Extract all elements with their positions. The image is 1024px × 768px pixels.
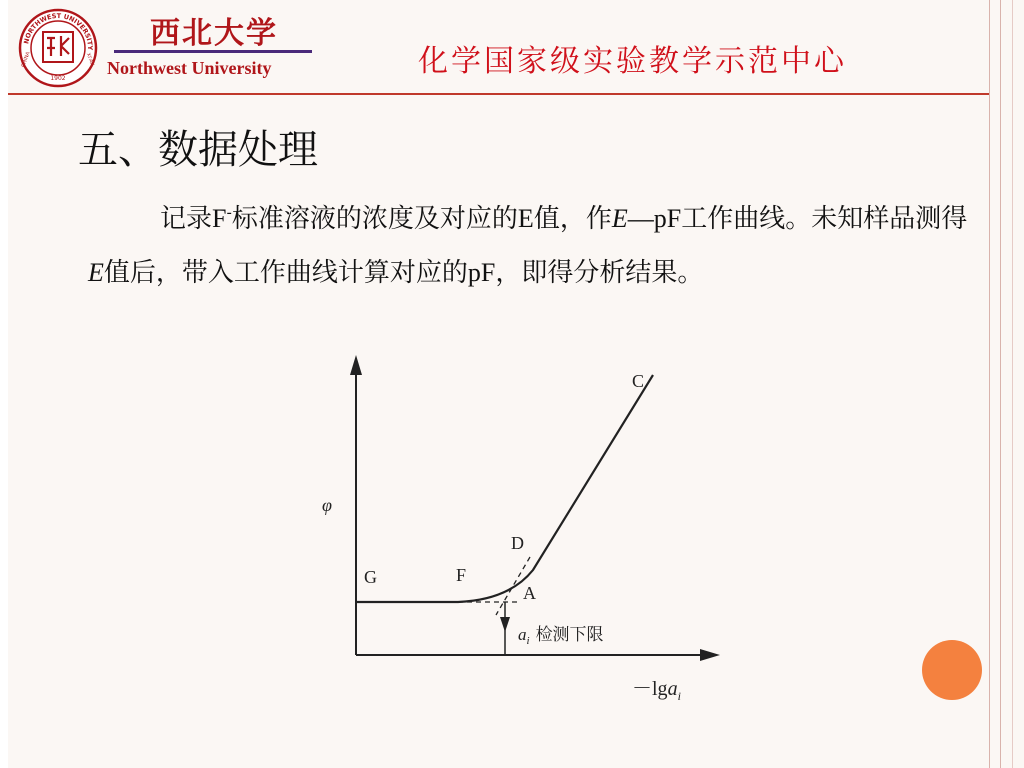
point-label-f: F bbox=[456, 565, 467, 585]
seal-text-top: NORTHWEST UNIVERSITY bbox=[22, 11, 95, 51]
point-label-d: D bbox=[511, 533, 524, 553]
right-border-stripes bbox=[989, 0, 1024, 768]
x-axis-arrow bbox=[700, 649, 720, 661]
calibration-curve-figure bbox=[308, 345, 728, 715]
slide bbox=[8, 0, 990, 768]
seal-text-left: CHINA bbox=[20, 51, 32, 69]
university-name-en: Northwest University bbox=[107, 58, 272, 78]
center-name: 化学国家级实验教学示范中心 bbox=[418, 44, 847, 79]
page-title: 五、数据处理 bbox=[78, 127, 318, 173]
svg-text:西北大学: 西北大学 bbox=[150, 16, 278, 50]
brand-underline bbox=[114, 50, 312, 53]
x-axis-label: －lga$_i$ bbox=[632, 678, 681, 703]
university-calligraphy-logo bbox=[148, 14, 284, 50]
decorative-orange-circle bbox=[922, 640, 982, 700]
y-axis-label: φ bbox=[322, 495, 332, 515]
point-label-c: C bbox=[632, 371, 645, 391]
detection-limit-arrow bbox=[500, 617, 510, 632]
body-paragraph: 记录F-标准溶液的浓度及对应的E值，作E—pF工作曲线。未知样品测得E值后，带入工作曲线计算对应的pF，即得分析结果。 bbox=[88, 203, 968, 288]
university-seal-logo bbox=[18, 8, 98, 88]
seal-year: 1902 bbox=[50, 75, 66, 82]
point-label-a: A bbox=[523, 583, 536, 603]
point-label-g: G bbox=[364, 567, 377, 587]
detection-limit-annotation: $a_i$ 检测下限 bbox=[518, 625, 604, 647]
header-divider bbox=[8, 93, 990, 95]
seal-text-right: XI'AN bbox=[84, 52, 96, 67]
calibration-curve bbox=[356, 375, 653, 602]
y-axis-arrow bbox=[350, 355, 362, 375]
